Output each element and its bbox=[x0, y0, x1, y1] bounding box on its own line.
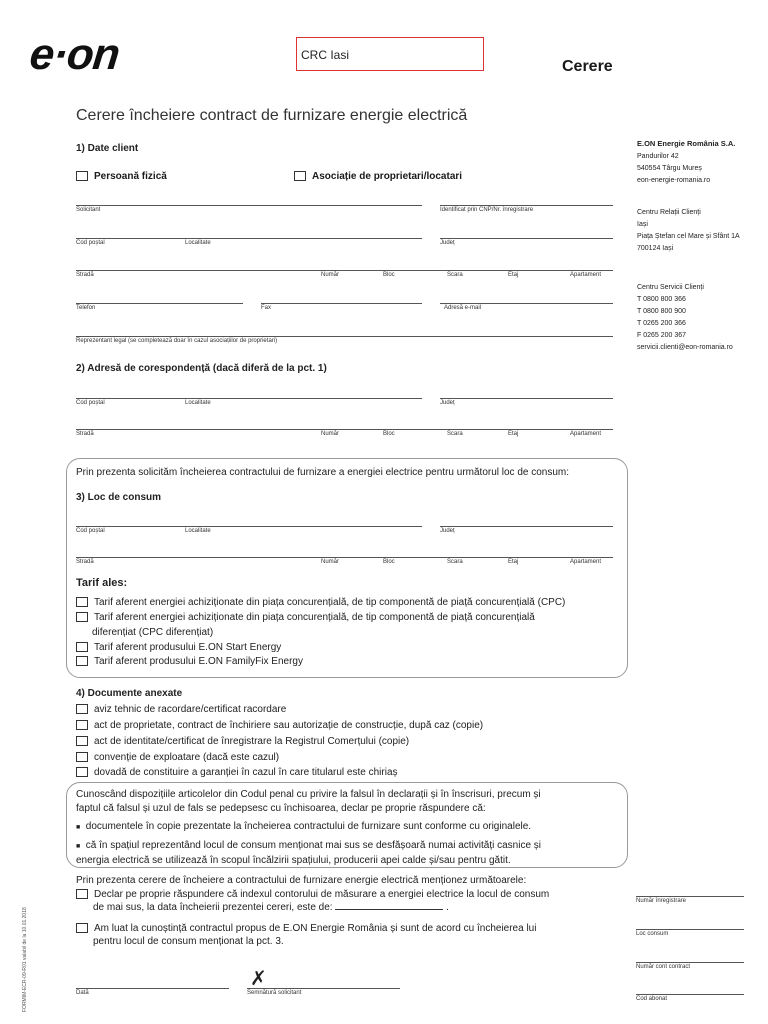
company-name: E.ON Energie România S.A. bbox=[637, 139, 736, 148]
company-address-line: 540554 Târgu Mureș bbox=[637, 165, 702, 172]
label-cod-postal: Cod poștal bbox=[76, 528, 105, 534]
document-label: aviz tehnic de racordare/certificat racordare bbox=[94, 704, 287, 715]
label-nr-inregistrare: Număr înregistrare bbox=[636, 898, 687, 904]
checkbox[interactable] bbox=[76, 612, 88, 622]
centru-title: Centru Relații Clienți bbox=[637, 209, 701, 216]
label-numar: Număr bbox=[321, 272, 340, 278]
corespondenta-address-field[interactable] bbox=[76, 398, 422, 399]
document-item[interactable] bbox=[76, 736, 409, 747]
checkbox[interactable] bbox=[76, 923, 88, 933]
label-judet: Județ bbox=[440, 400, 455, 406]
form-code: FORMIM-ECR-09-R01 valabil de la 10.01.2018 bbox=[22, 907, 28, 1012]
eon-logo: e·on bbox=[27, 30, 122, 79]
label-scara: Scara bbox=[447, 431, 463, 437]
signature-mark-icon: ✗ bbox=[250, 966, 267, 990]
servicii-line: F 0265 200 367 bbox=[637, 332, 687, 339]
label-email: Adresă e-mail bbox=[444, 305, 482, 311]
index-declaration[interactable] bbox=[76, 888, 616, 914]
declaration-bullet: ■ documentele în copie prezentate la încheierea contractului de furnizare sunt conforme cu originalele. bbox=[76, 821, 532, 832]
checkbox[interactable] bbox=[294, 171, 306, 181]
checkbox[interactable] bbox=[76, 720, 88, 730]
option-label: Persoană fizică bbox=[94, 171, 167, 182]
label-semnatura: Semnătură solicitant bbox=[247, 990, 302, 996]
label-etaj: Etaj bbox=[508, 559, 519, 565]
label-bloc: Bloc bbox=[383, 559, 395, 565]
decl-text: de mai sus, la data încheierii prezentei cereri, este de: bbox=[93, 902, 333, 913]
servicii-line: T 0265 200 366 bbox=[637, 320, 686, 327]
tarif-option-familyfix[interactable] bbox=[76, 656, 303, 667]
label-telefon: Telefon bbox=[76, 305, 96, 311]
loc-consum-judet-field[interactable] bbox=[440, 526, 613, 527]
centru-servicii bbox=[637, 282, 765, 354]
label-cod-postal: Cod poștal bbox=[76, 400, 105, 406]
section-3-intro: Prin prezenta solicităm încheierea contractului de furnizare a energiei electrice pentru următorul loc de consum: bbox=[76, 467, 570, 478]
company-address-line: Pandurilor 42 bbox=[637, 153, 679, 160]
document-item[interactable] bbox=[76, 767, 398, 778]
form-title: Cerere încheiere contract de furnizare energie electrică bbox=[76, 107, 468, 124]
servicii-line: T 0800 800 366 bbox=[637, 296, 686, 303]
label-cont-contract: Număr cont contract bbox=[636, 964, 691, 970]
tarif-label: Tarif aferent energiei achiziționate din piața concurențială, de tip componentă de piață concurențială bbox=[94, 612, 535, 623]
declaration-intro-line: faptul că falsul și uzul de fals se pedepsesc cu închisoarea, declar pe proprie răspundere că: bbox=[76, 803, 486, 814]
section-4-title: 4) Documente anexate bbox=[76, 688, 183, 699]
option-asociatie[interactable] bbox=[294, 171, 462, 182]
document-item[interactable] bbox=[76, 720, 483, 731]
servicii-line: T 0800 800 900 bbox=[637, 308, 686, 315]
label-etaj: Etaj bbox=[508, 431, 519, 437]
label-localitate: Localitate bbox=[185, 400, 211, 406]
option-persoana-fizica[interactable] bbox=[76, 171, 167, 182]
checkbox[interactable] bbox=[76, 767, 88, 777]
tarif-option-cpc-diferentiat[interactable] bbox=[76, 612, 535, 623]
index-line: de mai sus, la data încheierii prezentei cereri, este de: . bbox=[93, 902, 449, 913]
nr-inregistrare-field[interactable] bbox=[636, 896, 744, 897]
document-type: Cerere bbox=[562, 58, 613, 75]
fax-field[interactable] bbox=[261, 303, 422, 304]
contract-acceptance[interactable] bbox=[76, 922, 616, 948]
final-intro: Prin prezenta cerere de încheiere a contractului de furnizare energie electrică menționez următoarele: bbox=[76, 875, 527, 886]
tarif-label: Tarif aferent produsului E.ON FamilyFix Energy bbox=[94, 656, 303, 667]
label-scara: Scara bbox=[447, 559, 463, 565]
tarif-title: Tarif ales: bbox=[76, 577, 128, 589]
email-field[interactable] bbox=[440, 303, 613, 304]
bullet-text-continuation: energia electrică se utilizează în scopul încălzirii spațiului, producerii apei calde și/sau pentru gătit. bbox=[76, 855, 511, 866]
label-strada: Stradă bbox=[76, 431, 94, 437]
reprezentant-field[interactable] bbox=[76, 336, 613, 337]
tarif-option-cpc[interactable] bbox=[76, 597, 565, 608]
label-reprezentant: Reprezentant legal (se completează doar în cazul asociațiilor de proprietari) bbox=[76, 338, 278, 344]
tarif-label: Tarif aferent energiei achiziționate din piața concurențială, de tip componentă de piață concurențială (CPC) bbox=[94, 597, 566, 608]
checkbox[interactable] bbox=[76, 752, 88, 762]
decl-text: Am luat la cunoștință contractul propus de E.ON Energie România și sunt de acord cu încheierea lui bbox=[94, 923, 537, 934]
cod-abonat-field[interactable] bbox=[636, 994, 744, 995]
document-item[interactable] bbox=[76, 704, 286, 715]
label-apartament: Apartament bbox=[570, 272, 602, 278]
cnp-field[interactable] bbox=[440, 205, 613, 206]
checkbox[interactable] bbox=[76, 642, 88, 652]
index-line bbox=[76, 888, 616, 901]
label-cod-postal: Cod poștal bbox=[76, 240, 105, 246]
tarif-label-continuation: diferențiat (CPC diferențiat) bbox=[92, 627, 214, 638]
corespondenta-judet-field[interactable] bbox=[440, 398, 613, 399]
centru-line: Piața Ștefan cel Mare și Sfânt 1A bbox=[637, 233, 740, 240]
label-strada: Stradă bbox=[76, 559, 94, 565]
checkbox[interactable] bbox=[76, 656, 88, 666]
label-data: Dată bbox=[76, 990, 89, 996]
label-etaj: Etaj bbox=[508, 272, 519, 278]
label-judet: Județ bbox=[440, 240, 455, 246]
declaration-intro-line: Cunoscând dispozițiile articolelor din Codul penal cu privire la falsul în declarații și în înscrisuri, precum și bbox=[76, 789, 541, 800]
checkbox[interactable] bbox=[76, 889, 88, 899]
bullet-text: documentele în copie prezentate la încheierea contractului de furnizare sunt conforme cu originalele. bbox=[85, 821, 532, 832]
cont-contract-field[interactable] bbox=[636, 962, 744, 963]
acceptance-line bbox=[76, 922, 616, 935]
signature-field[interactable] bbox=[247, 988, 400, 989]
index-value-field[interactable] bbox=[335, 909, 443, 910]
judet-field[interactable] bbox=[440, 238, 613, 239]
label-strada: Stradă bbox=[76, 272, 94, 278]
label-localitate: Localitate bbox=[185, 240, 211, 246]
label-bloc: Bloc bbox=[383, 272, 395, 278]
checkbox[interactable] bbox=[76, 736, 88, 746]
declaration-bullet: ■ că în spațiul reprezentând locul de consum menționat mai sus se desfășoară numai activități casnice și bbox=[76, 840, 542, 851]
date-field[interactable] bbox=[76, 988, 229, 989]
label-localitate: Localitate bbox=[185, 528, 211, 534]
tarif-option-start-energy[interactable] bbox=[76, 642, 281, 653]
section-2-title: 2) Adresă de corespondență (dacă diferă de la pct. 1) bbox=[76, 363, 327, 374]
checkbox[interactable] bbox=[76, 597, 88, 607]
option-label: Asociație de proprietari/locatari bbox=[312, 171, 463, 182]
decl-text: Declar pe proprie răspundere că indexul contorului de măsurare a energiei electrice la locul de consum bbox=[94, 889, 550, 900]
label-numar: Număr bbox=[321, 431, 340, 437]
document-label: act de identitate/certificat de înregistrare la Registrul Comerțului (copie) bbox=[94, 736, 410, 747]
solicitant-field[interactable] bbox=[76, 205, 422, 206]
centru-line: 700124 Iași bbox=[637, 245, 674, 252]
label-loc-consum: Loc consum bbox=[636, 931, 669, 937]
document-label: act de proprietate, contract de închiriere sau autorizație de construcție, după caz (copie) bbox=[94, 720, 484, 731]
document-label: dovadă de constituire a garanției în cazul în care titularul este chiriaș bbox=[94, 767, 398, 778]
crc-field[interactable]: CRC Iasi bbox=[296, 37, 484, 71]
declaration-text bbox=[76, 788, 621, 868]
company-info bbox=[637, 138, 762, 187]
section-3-title: 3) Loc de consum bbox=[76, 492, 162, 503]
centru-relatii bbox=[637, 207, 765, 255]
label-solicitant: Solicitant bbox=[76, 207, 101, 213]
corespondenta-strada-field[interactable] bbox=[76, 429, 613, 430]
label-cod-abonat: Cod abonat bbox=[636, 996, 668, 1002]
loc-consum-address-field[interactable] bbox=[76, 526, 422, 527]
label-judet: Județ bbox=[440, 528, 455, 534]
document-item[interactable] bbox=[76, 752, 279, 763]
label-apartament: Apartament bbox=[570, 431, 602, 437]
tarif-label: Tarif aferent produsului E.ON Start Energy bbox=[94, 642, 282, 653]
checkbox[interactable] bbox=[76, 171, 88, 181]
label-cnp: Identificat prin CNP/Nr. înregistrare bbox=[440, 207, 534, 213]
telefon-field[interactable] bbox=[76, 303, 243, 304]
label-fax: Fax bbox=[261, 305, 272, 311]
strada-field[interactable] bbox=[76, 270, 613, 271]
servicii-email: servicii.clienti@eon-romania.ro bbox=[637, 344, 733, 351]
section-1-title: 1) Date client bbox=[76, 143, 139, 154]
address-field[interactable] bbox=[76, 238, 422, 239]
checkbox[interactable] bbox=[76, 704, 88, 714]
centru-line: Iași bbox=[637, 221, 648, 228]
label-numar: Număr bbox=[321, 559, 340, 565]
loc-consum-code-field[interactable] bbox=[636, 929, 744, 930]
company-website: eon-energie-romania.ro bbox=[637, 177, 711, 184]
bullet-text: că în spațiul reprezentând locul de consum menționat mai sus se desfășoară numai activități casnice și bbox=[85, 840, 542, 851]
label-bloc: Bloc bbox=[383, 431, 395, 437]
acceptance-line: pentru locul de consum menționat la pct. 3. bbox=[93, 936, 284, 947]
document-label: convenție de exploatare (dacă este cazul) bbox=[94, 752, 280, 763]
loc-consum-strada-field[interactable] bbox=[76, 557, 613, 558]
label-apartament: Apartament bbox=[570, 559, 602, 565]
servicii-title: Centru Servicii Clienți bbox=[637, 284, 704, 291]
label-scara: Scara bbox=[447, 272, 463, 278]
